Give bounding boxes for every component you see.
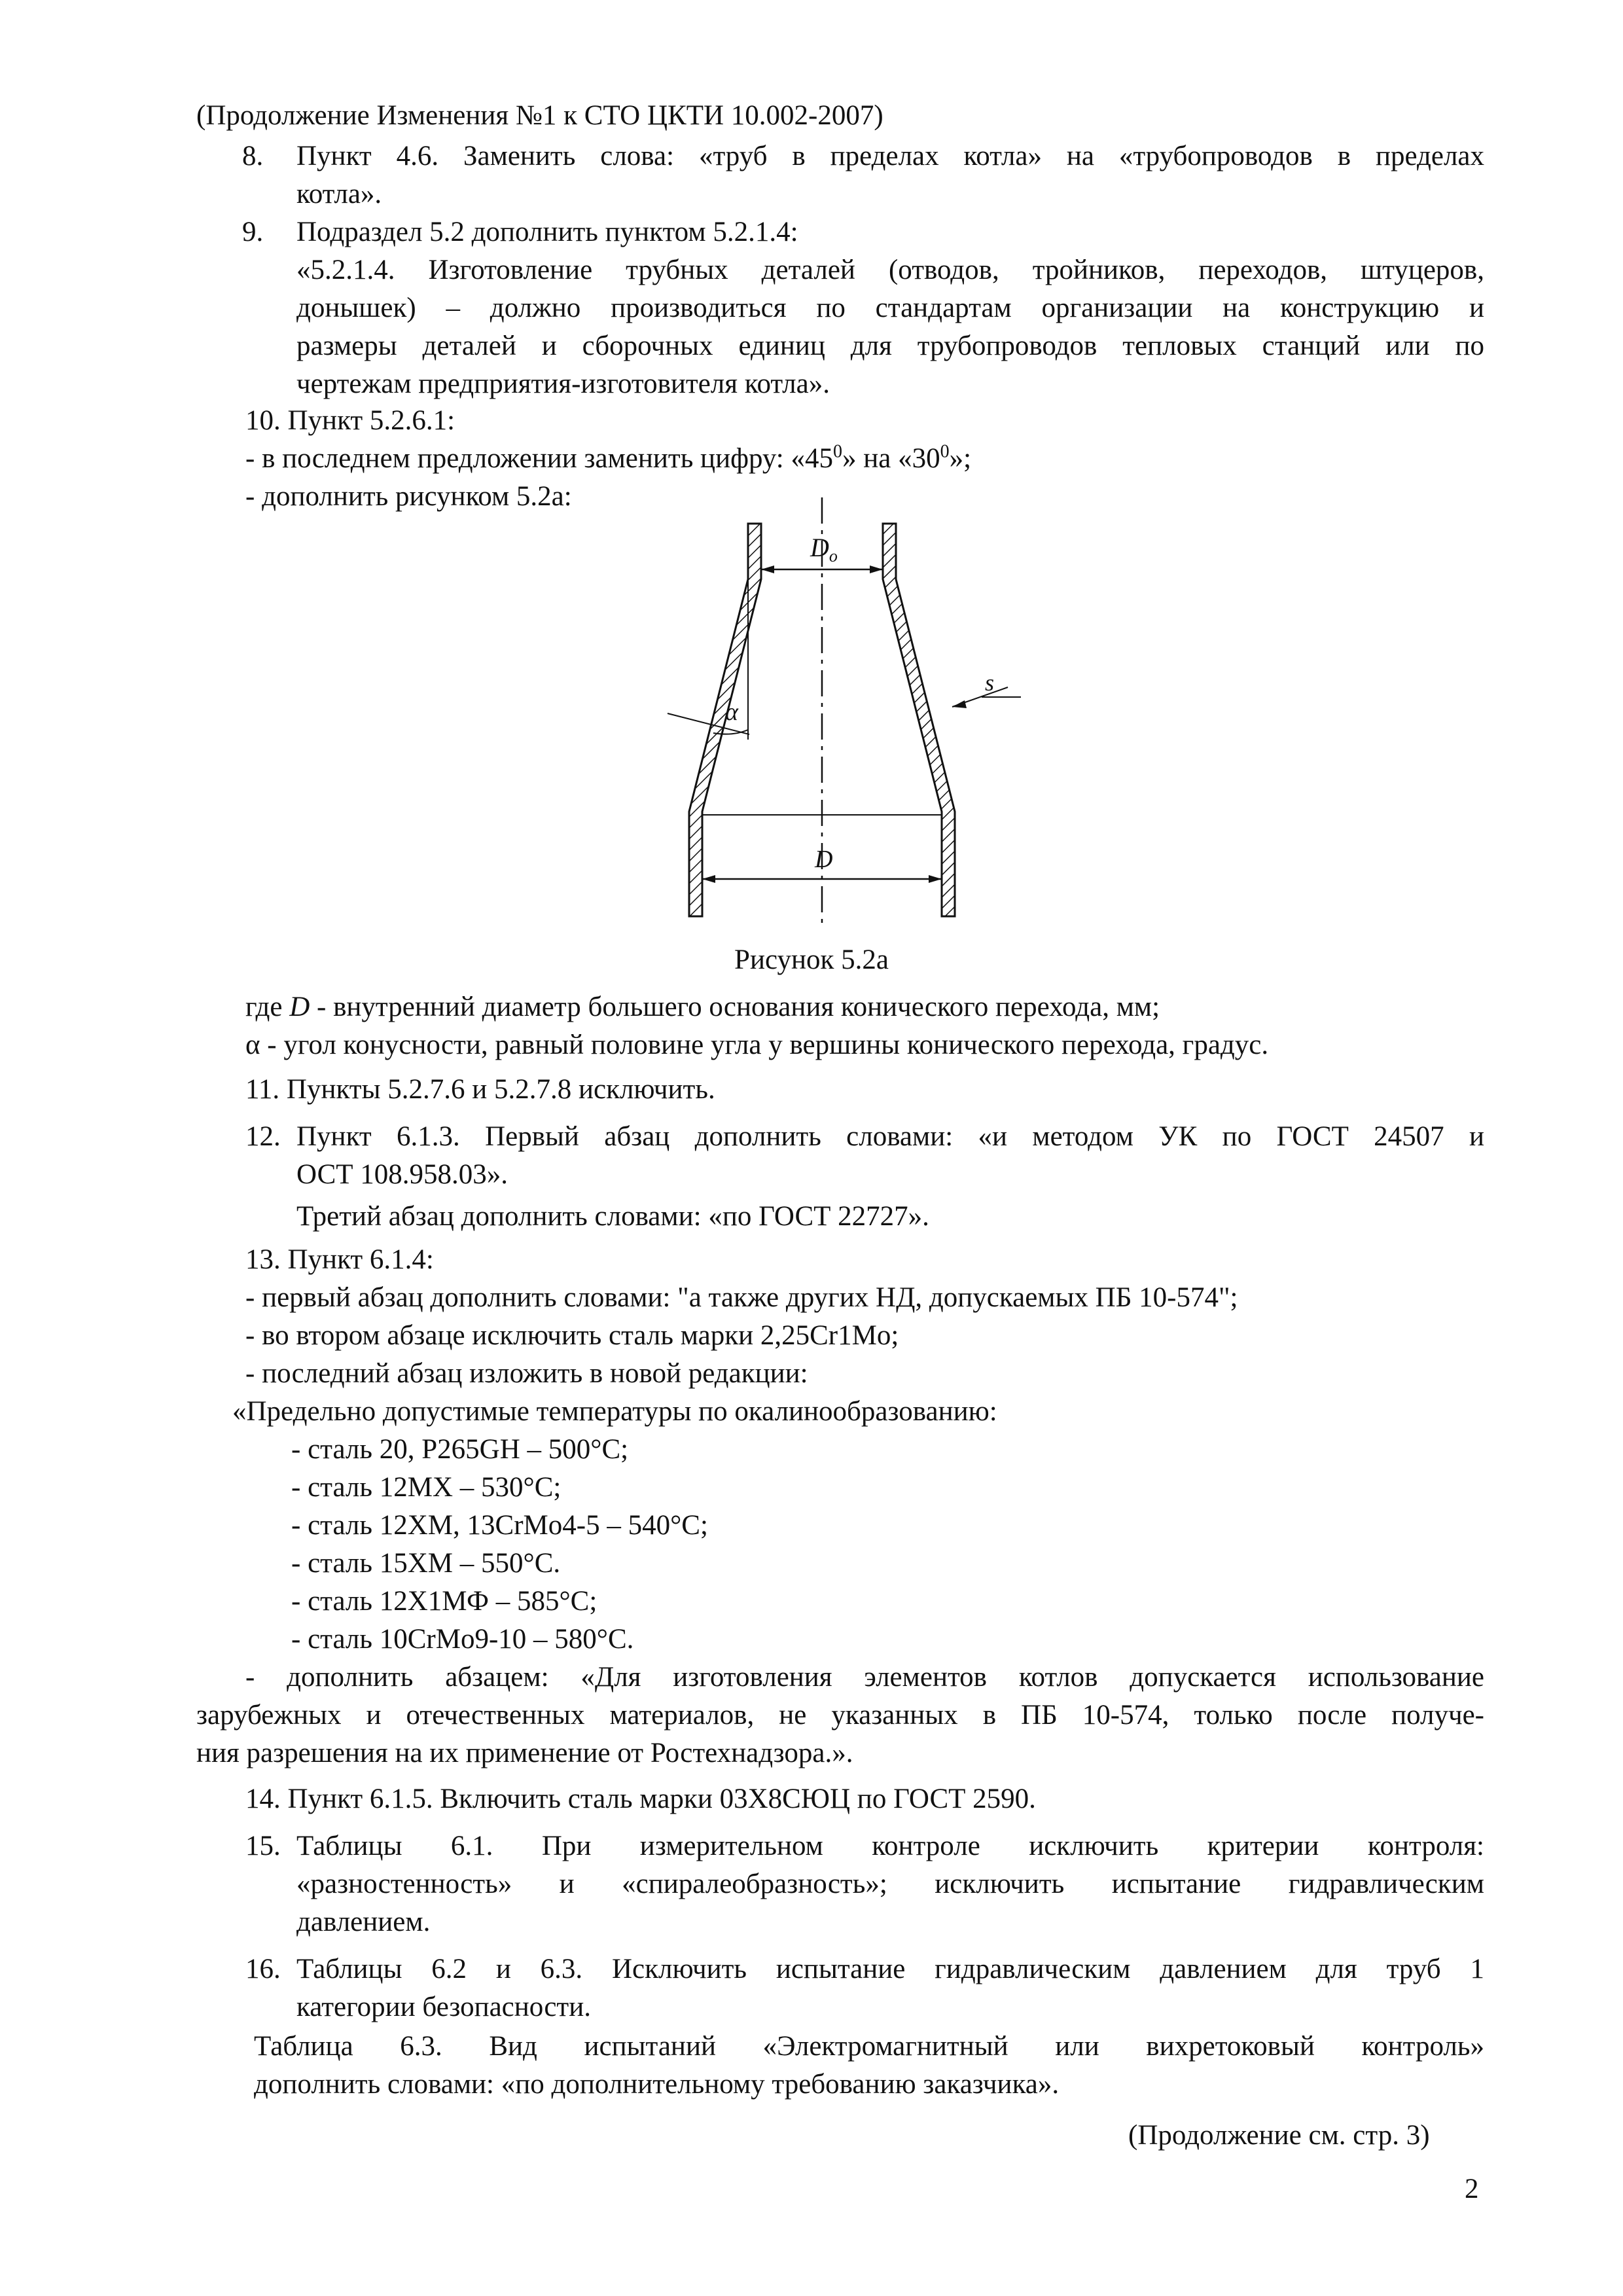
item16-line1: Таблицы 6.2 и 6.3. Исключить испытание гидравлическим давлением для труб 1 [296,1954,1484,1984]
item12-line3: Третий абзац дополнить словами: «по ГОСТ 22727». [296,1201,929,1232]
item8-number: 8. [242,141,264,171]
continuation-note: (Продолжение см. стр. 3) [1128,2120,1430,2151]
item13-line3: - последний абзац изложить в новой редакции: [245,1358,808,1389]
legend-d: где D - внутренний диаметр большего основания конического перехода, мм; [245,992,1160,1022]
item15-number: 15. [245,1831,281,1861]
item12-line1: Пункт 6.1.3. Первый абзац дополнить словами: «и методом УК по ГОСТ 24507 и [296,1121,1484,1152]
item9-line4: размеры деталей и сборочных единиц для трубопроводов тепловых станций или по [296,331,1484,361]
steel-item: - сталь 12МХ – 530°C; [291,1472,562,1503]
item9-number: 9. [242,217,264,247]
item13-title: 13. Пункт 6.1.4: [245,1244,434,1275]
item16-line4: дополнить словами: «по дополнительному требованию заказчика». [254,2069,1060,2100]
item11: 11. Пункты 5.2.7.6 и 5.2.7.8 исключить. [245,1074,715,1105]
item12-line2: ОСТ 108.958.03». [296,1159,508,1190]
item9-line5: чертежам предприятия-изготовителя котла». [296,368,830,399]
item9-line1: Подраздел 5.2 дополнить пунктом 5.2.1.4: [296,217,798,247]
alpha-label: α [725,698,738,726]
conical-reducer-figure [641,497,995,956]
item13-line1: - первый абзац дополнить словами: "а также других НД, допускаемых ПБ 10-574"; [245,1282,1238,1313]
header: (Продолжение Изменения №1 к СТО ЦКТИ 10.002-2007) [196,100,883,131]
item10-title: 10. Пункт 5.2.6.1: [245,405,455,436]
steel-item: - сталь 15ХМ – 550°C. [291,1548,561,1579]
item10-line1: - в последнем предложении заменить цифру: «$45^0$» на «$30^0$»; [245,441,972,474]
item13-add3: ния разрешения на их применение от Ростехнадзора.». [196,1738,853,1768]
item12-number: 12. [245,1121,281,1152]
item13-add2: зарубежных и отечественных материалов, не указанных в ПБ 10-574, только после получе- [196,1700,1484,1731]
item16-line2: категории безопасности. [296,1992,591,2022]
item10-line2: - дополнить рисунком 5.2а: [245,481,572,512]
item9-line3: донышек) – должно производиться по стандартам организации на конструкцию и [296,293,1484,323]
d0-label: $D_o$ [810,533,838,565]
figure-caption: Рисунок 5.2а [734,944,889,975]
item15-line1: Таблицы 6.1. При измерительном контроле исключить критерии контроля: [296,1831,1484,1861]
item14: 14. Пункт 6.1.5. Включить сталь марки 03Х8СЮЦ по ГОСТ 2590. [245,1784,1036,1814]
legend-alpha: α - угол конусности, равный половине угла у вершины конического перехода, градус. [245,1030,1269,1060]
page-number: 2 [1465,2174,1479,2204]
item15-line2: «разностенность» и «спиралеобразность»; исключить испытание гидравлическим [296,1869,1484,1899]
steel-item: - сталь 12Х1МФ – 585°C; [291,1586,597,1617]
item13-line4: «Предельно допустимые температуры по окалинообразованию: [232,1396,997,1427]
item13-add1: - дополнить абзацем: «Для изготовления элементов котлов допускается использование [245,1662,1484,1693]
item8-line2: котла». [296,179,382,209]
steel-item: - сталь 10CrMo9-10 – 580°C. [291,1624,634,1655]
item16-number: 16. [245,1954,281,1984]
d-label: D [815,846,833,873]
item16-line3: Таблица 6.3. Вид испытаний «Электромагнитный или вихретоковый контроль» [254,2031,1484,2062]
item8-line1: Пункт 4.6. Заменить слова: «труб в пределах котла» на «трубопроводов в пределах [296,141,1484,171]
steel-item: - сталь 20, P265GH – 500°C; [291,1434,629,1465]
s-label: s [985,670,995,696]
steel-item: - сталь 12ХМ, 13CrMo4-5 – 540°C; [291,1510,708,1541]
item13-line2: - во втором абзаце исключить сталь марки 2,25Cr1Mo; [245,1320,899,1351]
item15-line3: давлением. [296,1907,431,1937]
right-wall [883,524,955,916]
item9-line2: «5.2.1.4. Изготовление трубных деталей (отводов, тройников, переходов, штуцеров, [296,255,1484,285]
